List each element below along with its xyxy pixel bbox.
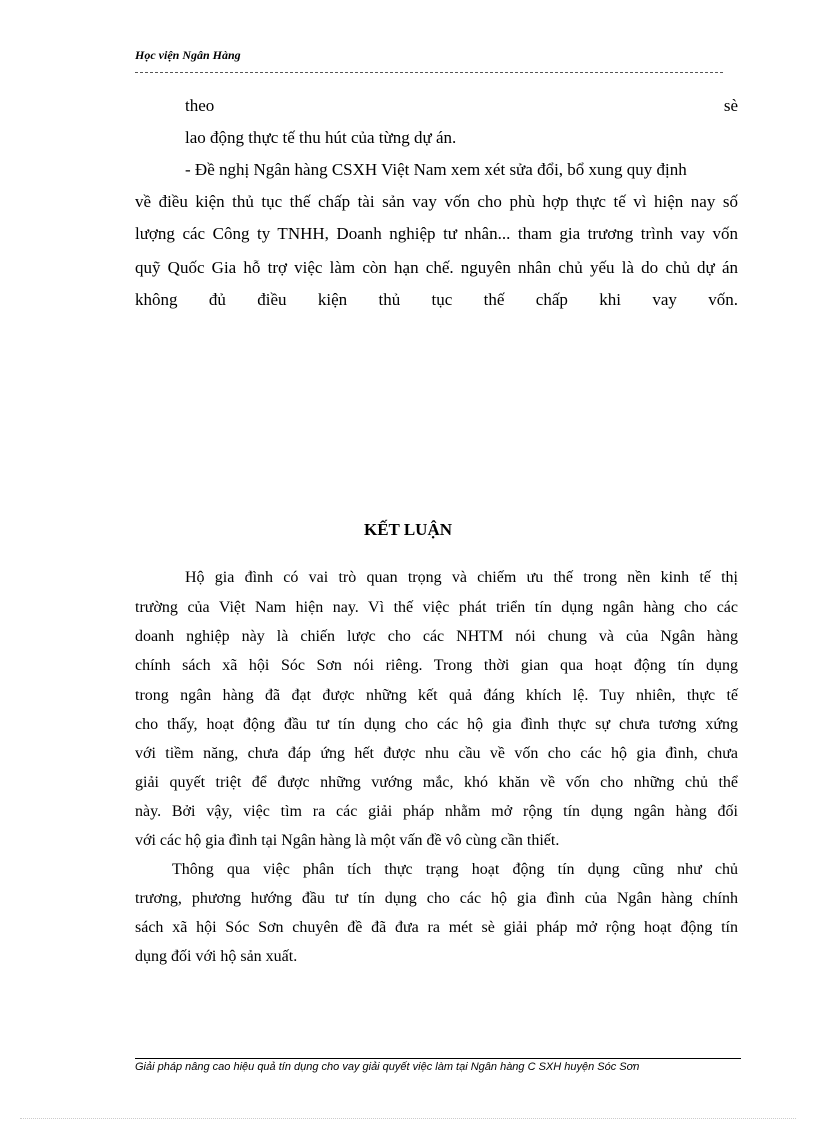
conclusion-heading: KẾT LUẬN bbox=[363, 520, 452, 539]
page-footer-text: Giải pháp nâng cao hiệu quả tín dụng cho vay giải quyết việc làm tại Ngân hàng C SXH huyện Sóc Sơn bbox=[135, 1061, 640, 1073]
continuation-line-4: về điều kiện thủ tục thế chấp tài sản vay vốn cho phù hợp thực tế vì hiện nay số bbox=[135, 192, 738, 211]
conclusion-p1-line: cho thấy, hoạt động đầu tư tín dụng cho các hộ gia đình thực sự chưa tương xứng bbox=[135, 716, 738, 733]
page-header-title: Học viện Ngân Hàng bbox=[135, 48, 241, 62]
conclusion-p1-line: với các hộ gia đình tại Ngân hàng là một vấn đề vô cùng cần thiết. bbox=[135, 832, 560, 849]
conclusion-p1-line: trường của Việt Nam hiện nay. Vì thế việc phát triển tín dụng ngân hàng cho các bbox=[135, 599, 738, 616]
conclusion-p1-line: giải quyết triệt để được những vướng mắc, khó khăn về vốn cho những chủ thể bbox=[135, 774, 738, 791]
continuation-line-2: lao động thực tế thu hút của từng dự án. bbox=[185, 128, 457, 147]
continuation-line-1-right: sè bbox=[723, 96, 738, 115]
header-divider bbox=[135, 72, 723, 73]
conclusion-p2-line: trương, phương hướng đầu tư tín dụng cho các hộ gia đình của Ngân hàng chính bbox=[135, 890, 738, 907]
continuation-line-6: quỹ Quốc Gia hỗ trợ việc làm còn hạn chế. nguyên nhân chủ yếu là do chủ dự án bbox=[135, 258, 738, 277]
continuation-line-5: lượng các Công ty TNHH, Doanh nghiệp tư nhân... tham gia trương trình vay vốn bbox=[135, 224, 738, 243]
conclusion-p2-line: Thông qua việc phân tích thực trạng hoạt động tín dụng cũng như chủ bbox=[172, 861, 738, 878]
conclusion-p1-line: với tiềm năng, chưa đáp ứng hết được nhu cầu về vốn cho các hộ gia đình, chưa bbox=[135, 745, 738, 762]
conclusion-p1-line: trong ngân hàng đã đạt được những kết quả đáng khích lệ. Tuy nhiên, thực tế bbox=[135, 687, 738, 704]
conclusion-p2-line: dụng đối với hộ sản xuất. bbox=[135, 948, 298, 965]
conclusion-p2-line: sách xã hội Sóc Sơn chuyên đề đã đưa ra mét sè giải pháp mở rộng hoạt động tín bbox=[135, 919, 738, 936]
conclusion-p1-line: Hộ gia đình có vai trò quan trọng và chiếm ưu thế trong nền kinh tế thị bbox=[185, 569, 738, 586]
conclusion-p1-line: này. Bởi vậy, việc tìm ra các giải pháp nhằm mở rộng tín dụng ngân hàng đối bbox=[135, 803, 738, 820]
continuation-line-1 bbox=[185, 96, 738, 116]
conclusion-p1-line: doanh nghiệp này là chiến lược cho các NHTM nói chung và của Ngân hàng bbox=[135, 628, 738, 645]
footer-divider bbox=[135, 1058, 741, 1059]
continuation-line-1-left: theo bbox=[185, 96, 215, 115]
continuation-line-7: không đủ điều kiện thủ tục thế chấp khi vay vốn. bbox=[135, 290, 738, 309]
conclusion-p1-line: chính sách xã hội Sóc Sơn nói riêng. Trong thời gian qua hoạt động tín dụng bbox=[135, 657, 738, 674]
page-bottom-edge bbox=[20, 1118, 796, 1119]
continuation-line-3: - Đề nghị Ngân hàng CSXH Việt Nam xem xét sửa đổi, bổ xung quy định bbox=[185, 160, 687, 179]
